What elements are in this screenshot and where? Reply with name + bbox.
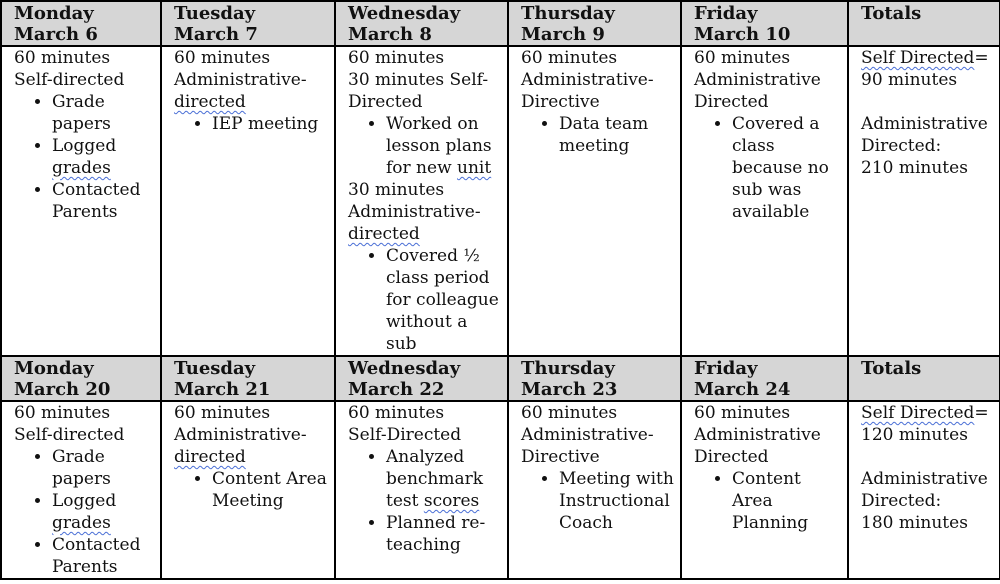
minutes-text: 30 minutes xyxy=(348,180,445,200)
week1-header-friday: Friday March 10 xyxy=(681,1,848,46)
task-list xyxy=(348,245,501,355)
minutes-text: 60 minutes xyxy=(521,403,618,423)
list-item: • Data team meeting xyxy=(559,113,674,157)
type-text: Administrative Directed xyxy=(694,70,821,112)
type-text: Administrative Directed xyxy=(694,425,821,467)
task-list xyxy=(694,468,841,534)
task-list xyxy=(348,113,501,179)
week2-header-thursday: Thursday March 23 xyxy=(508,356,681,401)
admin-directed-label: Administrative Directed: xyxy=(861,114,988,156)
type-text: Administrative- directed xyxy=(348,202,481,244)
minutes-text: 60 minutes xyxy=(694,403,791,423)
list-item: • Contacted Parents xyxy=(52,534,154,578)
type-text: Administrative- directed xyxy=(174,70,307,112)
task-list xyxy=(14,446,154,578)
task-list xyxy=(521,113,674,157)
week1-header-row xyxy=(1,1,1000,46)
week2-header-monday: Monday March 20 xyxy=(1,356,161,401)
list-item: • Contacted Parents xyxy=(52,179,154,223)
week1-header-wednesday: Wednesday March 8 xyxy=(335,1,508,46)
week1-wednesday-cell xyxy=(335,46,508,356)
task-list xyxy=(348,446,501,556)
minutes-text: 60 minutes xyxy=(14,403,111,423)
list-item: • Content Area Planning xyxy=(732,468,841,534)
type-text: Self-Directed xyxy=(348,425,462,445)
admin-directed-label: Administrative Directed: xyxy=(861,469,988,511)
week2-body-row xyxy=(1,401,1000,579)
week1-header-totals: Totals xyxy=(848,1,1000,46)
list-item: • Logged grades xyxy=(52,135,154,179)
minutes-text: 60 minutes xyxy=(521,48,618,68)
self-directed-total: Self Directed= 120 minutes xyxy=(861,403,989,445)
week2-header-tuesday: Tuesday March 21 xyxy=(161,356,335,401)
week1-monday-cell xyxy=(1,46,161,356)
task-list xyxy=(521,468,674,534)
week1-body-row xyxy=(1,46,1000,356)
type-text: 30 minutes Self-Directed xyxy=(348,70,489,112)
week2-wednesday-cell xyxy=(335,401,508,579)
minutes-text: 60 minutes xyxy=(14,48,111,68)
week2-tuesday-cell xyxy=(161,401,335,579)
list-item: • Grade papers xyxy=(52,91,154,135)
type-text: Administrative-Directive xyxy=(521,70,654,112)
week1-thursday-cell xyxy=(508,46,681,356)
task-list xyxy=(14,91,154,223)
list-item: • Covered a class because no sub was available xyxy=(732,113,841,223)
list-item: • Grade papers xyxy=(52,446,154,490)
week1-tuesday-cell xyxy=(161,46,335,356)
minutes-text: 60 minutes xyxy=(694,48,791,68)
type-text: Self-directed xyxy=(14,70,125,90)
week2-header-totals: Totals xyxy=(848,356,1000,401)
list-item: • Worked on lesson plans for new unit xyxy=(386,113,501,179)
week2-header-row xyxy=(1,356,1000,401)
minutes-text: 60 minutes xyxy=(174,403,271,423)
minutes-text: 60 minutes xyxy=(174,48,271,68)
week2-totals-cell xyxy=(848,401,1000,579)
type-text: Administrative- directed xyxy=(174,425,307,467)
admin-directed-total: 210 minutes xyxy=(861,158,968,178)
type-text: Self-directed xyxy=(14,425,125,445)
list-item: • Meeting with Instructional Coach xyxy=(559,468,674,534)
list-item: • Content Area Meeting xyxy=(212,468,328,512)
week2-monday-cell xyxy=(1,401,161,579)
list-item: • Covered ½ class period for colleague without a sub xyxy=(386,245,501,355)
week1-header-thursday: Thursday March 9 xyxy=(508,1,681,46)
minutes-text: 60 minutes xyxy=(348,48,445,68)
type-text: Administrative-Directive xyxy=(521,425,654,467)
week2-header-friday: Friday March 24 xyxy=(681,356,848,401)
week2-friday-cell xyxy=(681,401,848,579)
list-item: • Logged grades xyxy=(52,490,154,534)
self-directed-total: Self Directed= 90 minutes xyxy=(861,48,989,90)
week1-friday-cell xyxy=(681,46,848,356)
minutes-text: 60 minutes xyxy=(348,403,445,423)
list-item: • Analyzed benchmark test scores xyxy=(386,446,501,512)
week1-header-tuesday: Tuesday March 7 xyxy=(161,1,335,46)
week2-thursday-cell xyxy=(508,401,681,579)
week1-header-monday: Monday March 6 xyxy=(1,1,161,46)
list-item: • IEP meeting xyxy=(212,113,328,135)
task-list xyxy=(174,468,328,512)
list-item: • Planned re-teaching xyxy=(386,512,501,556)
week1-totals-cell xyxy=(848,46,1000,356)
task-list xyxy=(174,113,328,135)
week2-header-wednesday: Wednesday March 22 xyxy=(335,356,508,401)
task-list xyxy=(694,113,841,223)
admin-directed-total: 180 minutes xyxy=(861,513,968,533)
